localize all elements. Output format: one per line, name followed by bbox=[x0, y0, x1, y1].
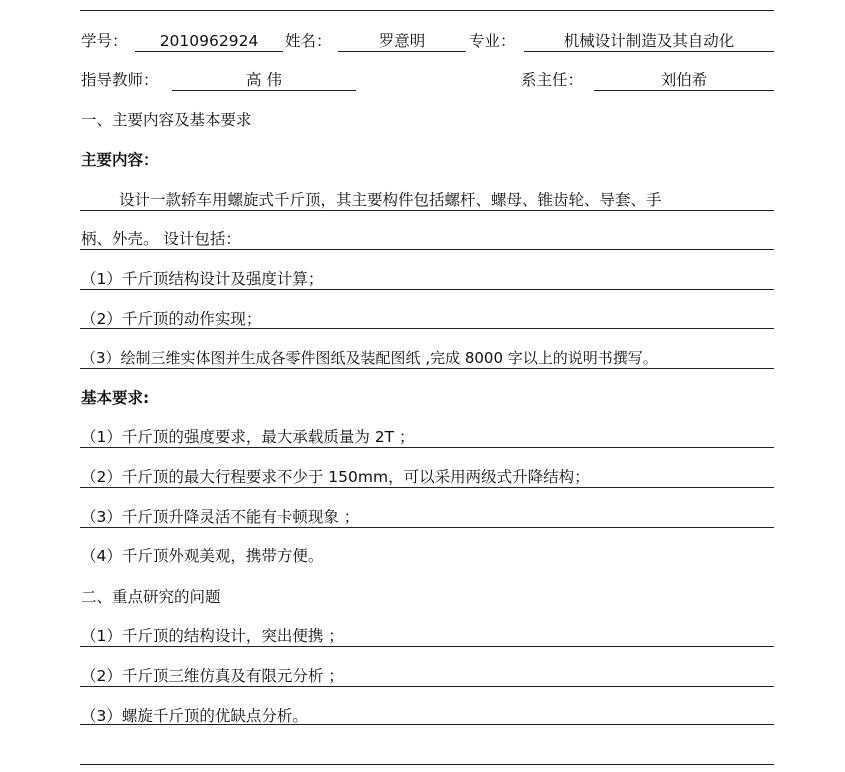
section1-title: 一、主要内容及基本要求 bbox=[81, 111, 252, 129]
main-content-heading: 主要内容： bbox=[81, 151, 159, 169]
content-item-1: （1）千斤顶结构设计及强度计算； bbox=[81, 270, 324, 288]
dept-head-label: 系主任： bbox=[521, 71, 584, 89]
name-value: 罗意明 bbox=[338, 31, 466, 52]
underline bbox=[80, 686, 774, 687]
major-label: 专业： bbox=[469, 32, 516, 50]
requirement-item-4: （4）千斤顶外观美观，携带方便。 bbox=[81, 547, 324, 565]
underline bbox=[80, 210, 774, 211]
research-item-2: （2）千斤顶三维仿真及有限元分析 ； bbox=[81, 667, 344, 685]
underline bbox=[80, 527, 774, 528]
research-item-3: （3）螺旋千斤顶的优缺点分析。 bbox=[81, 707, 308, 725]
student-id-label: 学号： bbox=[81, 32, 128, 50]
content-item-2: （2）千斤顶的动作实现； bbox=[81, 310, 262, 328]
content-item-3: （3）绘制三维实体图并生成各零件图纸及装配图纸 ,完成 8000 字以上的说明书撰写。 bbox=[81, 349, 658, 367]
underline bbox=[80, 447, 774, 448]
requirement-item-1: （1）千斤顶的强度要求，最大承载质量为 2T ； bbox=[81, 428, 415, 446]
underline bbox=[80, 646, 774, 647]
bottom-rule bbox=[80, 764, 774, 765]
intro-line-1: 设计一款轿车用螺旋式千斤顶，其主要构件包括螺杆、螺母、锥齿轮、导套、手 bbox=[119, 191, 662, 209]
dept-head-value: 刘伯希 bbox=[594, 70, 774, 91]
advisor-label: 指导教师： bbox=[81, 71, 159, 89]
requirement-item-2: （2）千斤顶的最大行程要求不少于 150mm，可以采用两级式升降结构； bbox=[81, 468, 590, 486]
top-rule bbox=[80, 10, 774, 11]
section2-title: 二、重点研究的问题 bbox=[81, 588, 221, 606]
advisor-value: 高 伟 bbox=[172, 70, 356, 91]
underline bbox=[80, 249, 774, 250]
intro-line-2: 柄、外壳。 设计包括： bbox=[81, 230, 241, 248]
underline bbox=[80, 487, 774, 488]
underline bbox=[80, 724, 774, 725]
requirements-heading: 基本要求: bbox=[81, 389, 150, 407]
student-id-value: 2010962924 bbox=[135, 31, 283, 52]
underline bbox=[80, 368, 774, 369]
underline bbox=[80, 328, 774, 329]
major-value: 机械设计制造及其自动化 bbox=[524, 31, 774, 52]
name-label: 姓名： bbox=[285, 32, 332, 50]
research-item-1: （1）千斤顶的结构设计，突出便携 ； bbox=[81, 627, 344, 645]
underline bbox=[80, 289, 774, 290]
requirement-item-3: （3）千斤顶升降灵活不能有卡顿现象 ； bbox=[81, 508, 360, 526]
